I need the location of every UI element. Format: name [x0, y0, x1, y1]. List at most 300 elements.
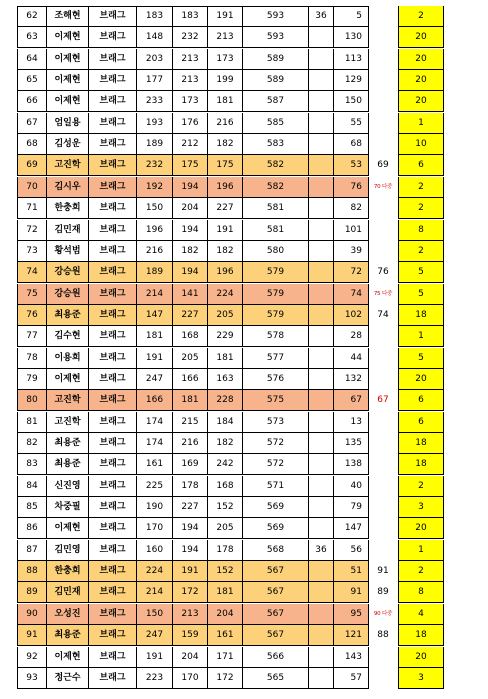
rank-cell: 70 [17, 177, 46, 198]
table-row [17, 390, 447, 411]
total-cell: 593 [242, 27, 308, 48]
extra-cell: 36 [308, 6, 333, 27]
game2-cell: 194 [172, 540, 207, 561]
game1-cell: 192 [136, 177, 172, 198]
extra-cell [308, 220, 333, 241]
extra-cell [308, 369, 333, 390]
extra-cell [308, 582, 333, 603]
name-cell: 조해현 [46, 6, 88, 27]
extra-cell [308, 625, 333, 646]
game3-cell: 224 [207, 284, 242, 305]
game1-cell: 224 [136, 561, 172, 582]
total-cell: 589 [242, 49, 308, 70]
table-row [17, 27, 447, 48]
points-cell: 143 [333, 647, 369, 668]
game2-cell: 204 [172, 647, 207, 668]
team-number-cell: 5 [398, 284, 444, 305]
total-cell: 579 [242, 284, 308, 305]
total-cell: 583 [242, 134, 308, 155]
name-cell: 이용희 [46, 348, 88, 369]
total-cell: 582 [242, 177, 308, 198]
team-number-cell: 6 [398, 412, 444, 433]
total-cell: 587 [242, 91, 308, 112]
name-cell: 김민재 [46, 220, 88, 241]
center-cell: 브래그 [88, 241, 136, 262]
points-cell: 5 [333, 6, 369, 27]
table-row [17, 91, 447, 112]
table-row [17, 134, 447, 155]
extra-cell [308, 348, 333, 369]
note-cell [369, 220, 397, 241]
game1-cell: 160 [136, 540, 172, 561]
rank-cell: 68 [17, 134, 46, 155]
total-cell: 573 [242, 412, 308, 433]
rank-cell: 62 [17, 6, 46, 27]
center-cell: 브래그 [88, 476, 136, 497]
points-cell: 135 [333, 433, 369, 454]
rank-cell: 81 [17, 412, 46, 433]
team-number-cell: 5 [398, 348, 444, 369]
team-number-cell: 1 [398, 540, 444, 561]
points-cell: 44 [333, 348, 369, 369]
game2-cell: 216 [172, 433, 207, 454]
team-number-cell: 10 [398, 134, 444, 155]
rank-cell: 65 [17, 70, 46, 91]
team-number-cell: 2 [398, 561, 444, 582]
center-cell: 브래그 [88, 348, 136, 369]
game1-cell: 203 [136, 49, 172, 70]
note-cell [369, 27, 397, 48]
total-cell: 581 [242, 220, 308, 241]
note-cell [369, 476, 397, 497]
game2-cell: 182 [172, 241, 207, 262]
rank-cell: 79 [17, 369, 46, 390]
game2-cell: 181 [172, 390, 207, 411]
team-number-cell: 20 [398, 49, 444, 70]
game3-cell: 228 [207, 390, 242, 411]
table-row [17, 668, 447, 689]
name-cell: 최용준 [46, 305, 88, 326]
center-cell: 브래그 [88, 561, 136, 582]
extra-cell [308, 49, 333, 70]
table-row [17, 454, 447, 475]
points-cell: 101 [333, 220, 369, 241]
game3-cell: 205 [207, 305, 242, 326]
rank-cell: 64 [17, 49, 46, 70]
rank-cell: 84 [17, 476, 46, 497]
game2-cell: 194 [172, 262, 207, 283]
note-cell: 90 다중 [373, 610, 393, 617]
team-number-cell: 20 [398, 91, 444, 112]
note-cell [369, 454, 397, 475]
game3-cell: 152 [207, 561, 242, 582]
name-cell: 차중필 [46, 497, 88, 518]
game2-cell: 170 [172, 668, 207, 689]
extra-cell [308, 262, 333, 283]
game1-cell: 189 [136, 134, 172, 155]
game2-cell: 205 [172, 348, 207, 369]
points-cell: 68 [333, 134, 369, 155]
total-cell: 572 [242, 433, 308, 454]
game3-cell: 181 [207, 91, 242, 112]
game1-cell: 161 [136, 454, 172, 475]
name-cell: 최용준 [46, 454, 88, 475]
game3-cell: 181 [207, 582, 242, 603]
extra-cell [308, 668, 333, 689]
total-cell: 589 [242, 70, 308, 91]
game1-cell: 216 [136, 241, 172, 262]
rank-cell: 76 [17, 305, 46, 326]
game3-cell: 191 [207, 220, 242, 241]
extra-cell [308, 518, 333, 539]
table-row [17, 155, 447, 176]
table-row [17, 604, 447, 625]
game1-cell: 181 [136, 326, 172, 347]
note-cell [369, 198, 397, 219]
name-cell: 최용준 [46, 433, 88, 454]
note-cell [369, 348, 397, 369]
game3-cell: 199 [207, 70, 242, 91]
total-cell: 567 [242, 604, 308, 625]
points-cell: 79 [333, 497, 369, 518]
total-cell: 578 [242, 326, 308, 347]
center-cell: 브래그 [88, 305, 136, 326]
points-cell: 95 [333, 604, 369, 625]
center-cell: 브래그 [88, 625, 136, 646]
note-cell [369, 433, 397, 454]
total-cell: 567 [242, 625, 308, 646]
name-cell: 최용준 [46, 625, 88, 646]
table-row [17, 284, 447, 305]
table-row [17, 348, 447, 369]
name-cell: 김수현 [46, 326, 88, 347]
note-cell [369, 6, 397, 27]
total-cell: 565 [242, 668, 308, 689]
game3-cell: 213 [207, 27, 242, 48]
points-cell: 74 [333, 284, 369, 305]
note-cell: 70 다중 [373, 183, 393, 190]
extra-cell [308, 412, 333, 433]
note-cell: 74 [377, 309, 389, 320]
game1-cell: 174 [136, 412, 172, 433]
points-cell: 130 [333, 27, 369, 48]
name-cell: 이제현 [46, 518, 88, 539]
center-cell: 브래그 [88, 284, 136, 305]
name-cell: 이제현 [46, 647, 88, 668]
rank-cell: 88 [17, 561, 46, 582]
game1-cell: 166 [136, 390, 172, 411]
center-cell: 브래그 [88, 326, 136, 347]
extra-cell [308, 241, 333, 262]
game2-cell: 212 [172, 134, 207, 155]
center-cell: 브래그 [88, 70, 136, 91]
rank-cell: 67 [17, 113, 46, 134]
note-cell [369, 647, 397, 668]
game1-cell: 170 [136, 518, 172, 539]
center-cell: 브래그 [88, 49, 136, 70]
extra-cell [308, 476, 333, 497]
rank-cell: 71 [17, 198, 46, 219]
note-cell [369, 70, 397, 91]
center-cell: 브래그 [88, 497, 136, 518]
total-cell: 569 [242, 518, 308, 539]
team-number-cell: 5 [398, 262, 444, 283]
total-cell: 580 [242, 241, 308, 262]
points-cell: 72 [333, 262, 369, 283]
points-cell: 129 [333, 70, 369, 91]
extra-cell [308, 155, 333, 176]
game1-cell: 247 [136, 625, 172, 646]
name-cell: 고진학 [46, 155, 88, 176]
game3-cell: 168 [207, 476, 242, 497]
game1-cell: 148 [136, 27, 172, 48]
total-cell: 569 [242, 497, 308, 518]
game3-cell: 191 [207, 6, 242, 27]
total-cell: 579 [242, 305, 308, 326]
note-cell [369, 91, 397, 112]
center-cell: 브래그 [88, 113, 136, 134]
points-cell: 76 [333, 177, 369, 198]
game3-cell: 229 [207, 326, 242, 347]
name-cell: 오성진 [46, 604, 88, 625]
game1-cell: 196 [136, 220, 172, 241]
center-cell: 브래그 [88, 369, 136, 390]
game2-cell: 213 [172, 49, 207, 70]
extra-cell [308, 91, 333, 112]
name-cell: 엄일용 [46, 113, 88, 134]
game3-cell: 181 [207, 348, 242, 369]
center-cell: 브래그 [88, 155, 136, 176]
team-number-cell: 8 [398, 220, 444, 241]
center-cell: 브래그 [88, 177, 136, 198]
points-cell: 53 [333, 155, 369, 176]
name-cell: 고진학 [46, 390, 88, 411]
rank-cell: 66 [17, 91, 46, 112]
team-number-cell: 2 [398, 198, 444, 219]
center-cell: 브래그 [88, 27, 136, 48]
rank-cell: 93 [17, 668, 46, 689]
game1-cell: 193 [136, 113, 172, 134]
points-cell: 150 [333, 91, 369, 112]
game3-cell: 216 [207, 113, 242, 134]
note-cell: 75 다중 [373, 290, 393, 297]
center-cell: 브래그 [88, 668, 136, 689]
points-cell: 138 [333, 454, 369, 475]
note-cell [369, 497, 397, 518]
game3-cell: 205 [207, 518, 242, 539]
table-row [17, 113, 447, 134]
total-cell: 585 [242, 113, 308, 134]
team-number-cell: 1 [398, 113, 444, 134]
center-cell: 브래그 [88, 647, 136, 668]
rank-cell: 89 [17, 582, 46, 603]
table-row [17, 70, 447, 91]
game3-cell: 204 [207, 604, 242, 625]
table-row [17, 220, 447, 241]
team-number-cell: 2 [398, 177, 444, 198]
game3-cell: 152 [207, 497, 242, 518]
game1-cell: 214 [136, 284, 172, 305]
game1-cell: 150 [136, 604, 172, 625]
center-cell: 브래그 [88, 91, 136, 112]
team-number-cell: 18 [398, 305, 444, 326]
game2-cell: 178 [172, 476, 207, 497]
center-cell: 브래그 [88, 454, 136, 475]
points-cell: 147 [333, 518, 369, 539]
game2-cell: 176 [172, 113, 207, 134]
note-cell: 88 [377, 630, 389, 641]
name-cell: 고진학 [46, 412, 88, 433]
center-cell: 브래그 [88, 412, 136, 433]
note-cell: 89 [377, 587, 389, 598]
rank-cell: 92 [17, 647, 46, 668]
team-number-cell: 4 [398, 604, 444, 625]
note-cell: 67 [377, 395, 389, 406]
table-row [17, 241, 447, 262]
table-row [17, 582, 447, 603]
note-cell [369, 326, 397, 347]
name-cell: 이제현 [46, 70, 88, 91]
name-cell: 김성운 [46, 134, 88, 155]
rank-cell: 63 [17, 27, 46, 48]
points-cell: 39 [333, 241, 369, 262]
points-cell: 40 [333, 476, 369, 497]
points-cell: 28 [333, 326, 369, 347]
team-number-cell: 6 [398, 390, 444, 411]
table-row [17, 412, 447, 433]
game2-cell: 213 [172, 604, 207, 625]
points-cell: 82 [333, 198, 369, 219]
game3-cell: 163 [207, 369, 242, 390]
team-number-cell: 6 [398, 155, 444, 176]
name-cell: 이제현 [46, 27, 88, 48]
name-cell: 강승원 [46, 262, 88, 283]
note-cell [369, 134, 397, 155]
name-cell: 강승원 [46, 284, 88, 305]
center-cell: 브래그 [88, 433, 136, 454]
game1-cell: 247 [136, 369, 172, 390]
total-cell: 566 [242, 647, 308, 668]
game3-cell: 196 [207, 262, 242, 283]
team-number-cell: 3 [398, 668, 444, 689]
center-cell: 브래그 [88, 6, 136, 27]
total-cell: 577 [242, 348, 308, 369]
team-number-cell: 20 [398, 369, 444, 390]
name-cell: 이제현 [46, 49, 88, 70]
game3-cell: 182 [207, 134, 242, 155]
game1-cell: 183 [136, 6, 172, 27]
team-number-cell: 8 [398, 582, 444, 603]
name-cell: 황석범 [46, 241, 88, 262]
extra-cell [308, 390, 333, 411]
game3-cell: 227 [207, 198, 242, 219]
rank-cell: 91 [17, 625, 46, 646]
total-cell: 575 [242, 390, 308, 411]
extra-cell [308, 561, 333, 582]
game3-cell: 242 [207, 454, 242, 475]
total-cell: 581 [242, 198, 308, 219]
game2-cell: 173 [172, 91, 207, 112]
game3-cell: 182 [207, 241, 242, 262]
table-row [17, 433, 447, 454]
game3-cell: 182 [207, 433, 242, 454]
table-row [17, 518, 447, 539]
game2-cell: 183 [172, 6, 207, 27]
name-cell: 김시우 [46, 177, 88, 198]
game1-cell: 174 [136, 433, 172, 454]
center-cell: 브래그 [88, 134, 136, 155]
note-cell [369, 668, 397, 689]
table-row [17, 305, 447, 326]
table-row [17, 647, 447, 668]
extra-cell [308, 27, 333, 48]
game3-cell: 161 [207, 625, 242, 646]
total-cell: 568 [242, 540, 308, 561]
rank-cell: 85 [17, 497, 46, 518]
rank-cell: 83 [17, 454, 46, 475]
table-row [17, 369, 447, 390]
points-cell: 113 [333, 49, 369, 70]
points-cell: 91 [333, 582, 369, 603]
game2-cell: 169 [172, 454, 207, 475]
note-cell: 69 [377, 160, 389, 171]
table-row [17, 6, 447, 27]
center-cell: 브래그 [88, 220, 136, 241]
game1-cell: 214 [136, 582, 172, 603]
game2-cell: 159 [172, 625, 207, 646]
game1-cell: 233 [136, 91, 172, 112]
game1-cell: 223 [136, 668, 172, 689]
total-cell: 579 [242, 262, 308, 283]
extra-cell [308, 305, 333, 326]
total-cell: 567 [242, 561, 308, 582]
game2-cell: 172 [172, 582, 207, 603]
game2-cell: 227 [172, 305, 207, 326]
table-row [17, 497, 447, 518]
team-number-cell: 20 [398, 647, 444, 668]
team-number-cell: 18 [398, 454, 444, 475]
game2-cell: 166 [172, 369, 207, 390]
table-row [17, 540, 447, 561]
extra-cell [308, 433, 333, 454]
table-row [17, 561, 447, 582]
game1-cell: 191 [136, 647, 172, 668]
rank-cell: 69 [17, 155, 46, 176]
game2-cell: 168 [172, 326, 207, 347]
extra-cell [308, 497, 333, 518]
extra-cell [308, 113, 333, 134]
note-cell [369, 412, 397, 433]
total-cell: 582 [242, 155, 308, 176]
table-row [17, 177, 447, 198]
game2-cell: 204 [172, 198, 207, 219]
name-cell: 김민재 [46, 582, 88, 603]
game1-cell: 189 [136, 262, 172, 283]
total-cell: 593 [242, 6, 308, 27]
center-cell: 브래그 [88, 540, 136, 561]
extra-cell [308, 647, 333, 668]
center-cell: 브래그 [88, 582, 136, 603]
points-cell: 132 [333, 369, 369, 390]
game1-cell: 177 [136, 70, 172, 91]
points-cell: 13 [333, 412, 369, 433]
rank-cell: 86 [17, 518, 46, 539]
game1-cell: 190 [136, 497, 172, 518]
name-cell: 이제현 [46, 91, 88, 112]
name-cell: 정근수 [46, 668, 88, 689]
name-cell: 김민영 [46, 540, 88, 561]
note-cell: 76 [377, 267, 389, 278]
